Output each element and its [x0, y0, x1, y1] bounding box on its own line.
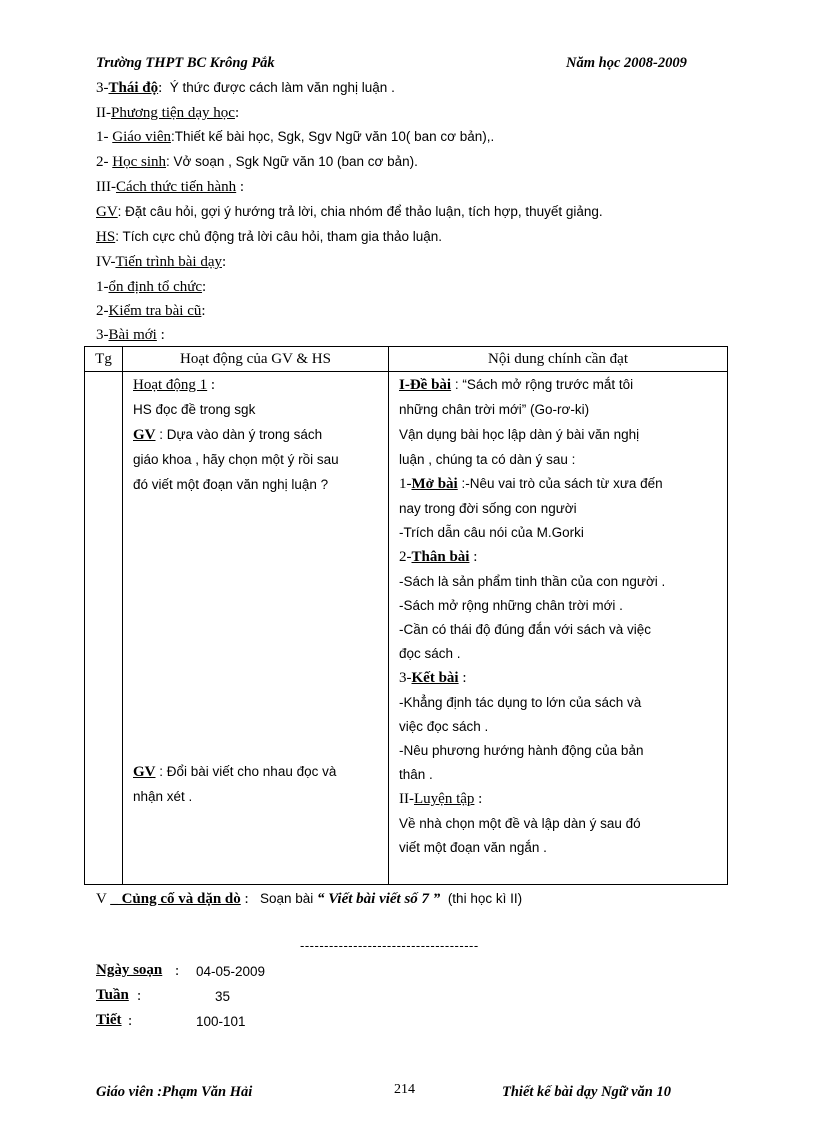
table-row	[85, 372, 728, 885]
page-number: 214	[394, 1082, 415, 1097]
content-line: những chân trời mới” (Go-rơ-ki)	[399, 402, 590, 417]
footer-teacher: Giáo viên :Phạm Văn Hải	[96, 1084, 253, 1100]
header-school-year: Năm học 2008-2009	[566, 55, 687, 71]
gv-method-line: GV: Đặt câu hỏi, gợi ý hướng trả lời, chia nhóm để thảo luận, tích hợp, thuyết giảng.	[96, 204, 603, 220]
content-line: -Trích dẫn câu nói của M.Gorki	[399, 525, 584, 540]
content-line: viết một đoạn văn ngắn .	[399, 840, 547, 855]
activity-line: đó viết một đoạn văn nghị luận ?	[133, 477, 329, 492]
week-sep: :	[137, 988, 142, 1004]
content-line: -Cần có thái độ đúng đắn với sách và việc	[399, 622, 651, 637]
content-line: 2-Thân bài :	[399, 549, 478, 565]
content-line: Về nhà chọn một đề và lập dàn ý sau đó	[399, 816, 641, 831]
period-sep: :	[128, 1013, 133, 1029]
activity-line: giáo khoa , hãy chọn một ý rồi sau	[133, 452, 339, 467]
content-line: -Sách là sản phẩm tinh thần của con người .	[399, 574, 666, 589]
teaching-aids-heading: II-Phương tiện dạy học:	[96, 105, 240, 121]
date-label: Ngày soạn	[96, 962, 163, 978]
content-line: thân .	[399, 767, 433, 782]
activity-cell	[123, 372, 389, 885]
time-cell	[85, 372, 123, 885]
content-line: 3-Kết bài :	[399, 670, 467, 686]
period-value: 100-101	[196, 1014, 246, 1029]
date-value: 04-05-2009	[196, 964, 266, 979]
content-line: I-Đề bài : “Sách mở rộng trước mắt tôi	[399, 377, 634, 393]
week-value: 35	[215, 989, 231, 1004]
method-heading: III-Cách thức tiến hành :	[96, 179, 245, 195]
activity-line: GV : Dựa vào dàn ý trong sách	[133, 427, 323, 443]
header-activities: Hoạt động của GV & HS	[123, 347, 389, 372]
week-label: Tuần	[96, 987, 129, 1003]
period-label: Tiết	[96, 1012, 122, 1028]
content-line: nay trong đời sống con người	[399, 501, 577, 516]
lesson-table	[84, 346, 728, 885]
content-line: -Nêu phương hướng hành động của bản	[399, 743, 644, 758]
content-cell	[389, 372, 728, 885]
content-line: II-Luyện tập :	[399, 791, 483, 807]
activity-title: Hoạt động 1 :	[133, 377, 216, 393]
hs-method-line: HS: Tích cực chủ động trả lời câu hỏi, tham gia thảo luận.	[96, 229, 443, 245]
attitude-line: 3-Thái độ: Ý thức được cách làm văn nghị luận .	[96, 80, 395, 96]
content-line: -Sách mở rộng những chân trời mới .	[399, 598, 623, 613]
student-aids-line: 2- Học sinh: Vở soạn , Sgk Ngữ văn 10 (ban cơ bản).	[96, 154, 418, 170]
activity-line: GV : Đổi bài viết cho nhau đọc và	[133, 764, 337, 780]
consolidation-line: V _ Củng cố và dặn dò : Soạn bài “ Viết bài viết số 7 ” (thi học kì II)	[96, 891, 523, 907]
header-content: Nội dung chính cần đạt	[389, 347, 728, 372]
header-time: Tg	[85, 347, 123, 372]
review-line: 2-Kiểm tra bài cũ:	[96, 303, 206, 319]
new-lesson-line: 3-Bài mới :	[96, 327, 165, 343]
activity-line: nhận xét .	[133, 789, 193, 804]
section-separator: -------------------------------------	[300, 938, 479, 953]
procedure-heading: IV-Tiến trình bài dạy:	[96, 254, 227, 270]
date-sep: :	[175, 963, 180, 979]
content-line: -Khẳng định tác dụng to lớn của sách và	[399, 695, 642, 710]
content-line: đọc sách .	[399, 646, 461, 661]
header-school: Trường THPT BC Krông Pắk	[96, 55, 275, 71]
teacher-aids-line: 1- Giáo viên:Thiết kế bài học, Sgk, Sgv Ngữ văn 10( ban cơ bản),.	[96, 129, 495, 145]
content-line: 1-Mở bài :-Nêu vai trò của sách từ xưa đến	[399, 476, 663, 492]
table-header-row	[85, 347, 728, 372]
organization-line: 1-ổn định tổ chức:	[96, 279, 207, 295]
activity-line: HS đọc đề trong sgk	[133, 402, 256, 417]
content-line: việc đọc sách .	[399, 719, 489, 734]
content-line: Vận dụng bài học lập dàn ý bài văn nghị	[399, 427, 640, 442]
content-line: luận , chúng ta có dàn ý sau :	[399, 452, 576, 467]
footer-title: Thiết kế bài dạy Ngữ văn 10	[502, 1084, 671, 1100]
